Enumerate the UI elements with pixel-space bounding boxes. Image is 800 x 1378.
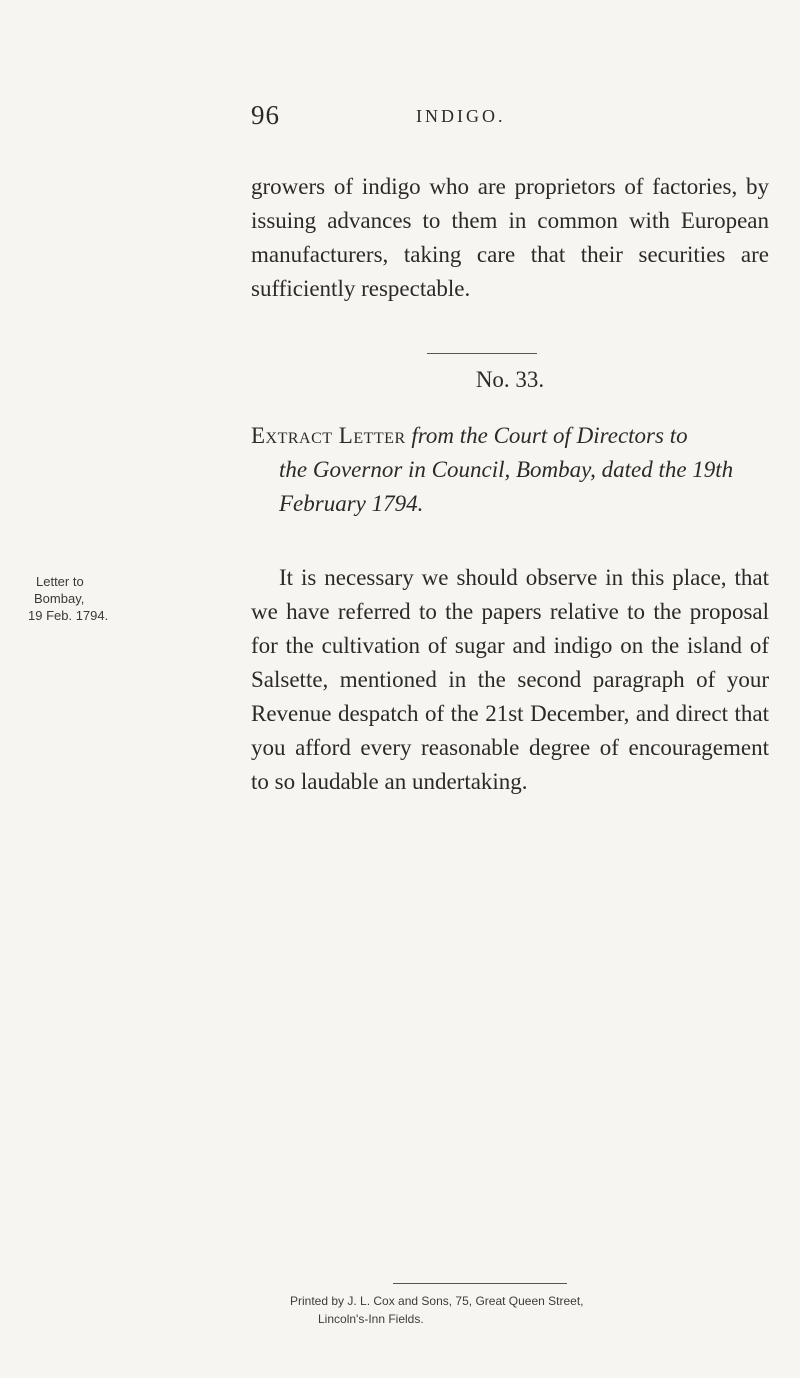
letter-body: It is necessary we should observe in this place, that we have referred to the papers relative to the proposal for the cultivation of sugar and indigo on the island of Salsette, mentioned in the second paragraph of your Revenue despatch of the 21st December, and direct that you afford every reasonable degree of encouragement to so laudable an undertaking. (251, 565, 769, 794)
page-number: 96 (251, 100, 280, 130)
running-head: INDIGO. (416, 106, 506, 126)
imprint-line: Lincoln's-Inn Fields. (318, 1312, 424, 1326)
margin-note-line: 19 Feb. 1794. (28, 608, 109, 623)
imprint-divider (393, 1283, 567, 1284)
page-header (251, 100, 771, 140)
extract-line-3: February 1794. (279, 491, 424, 516)
extract-heading (251, 419, 769, 521)
margin-note-line: Letter to (36, 574, 84, 589)
extract-line-1: from the Court of Directors to (411, 423, 688, 448)
section-divider (427, 353, 537, 354)
extract-line-2: the Governor in Council, Bombay, dated the 19th (279, 457, 734, 482)
extract-title: Extract Letter (251, 423, 406, 448)
imprint-line: Printed by J. L. Cox and Sons, 75, Great Queen Street, (290, 1294, 584, 1308)
paragraph-continued: growers of indigo who are proprietors of factories, by issuing advances to them in common with European manufacturers, taking care that their securities are sufficiently respectable. (251, 174, 769, 301)
printer-imprint (290, 1292, 710, 1328)
document-number: No. 33. (475, 367, 545, 392)
margin-note (28, 573, 208, 624)
margin-note-line: Bombay, (34, 591, 85, 606)
